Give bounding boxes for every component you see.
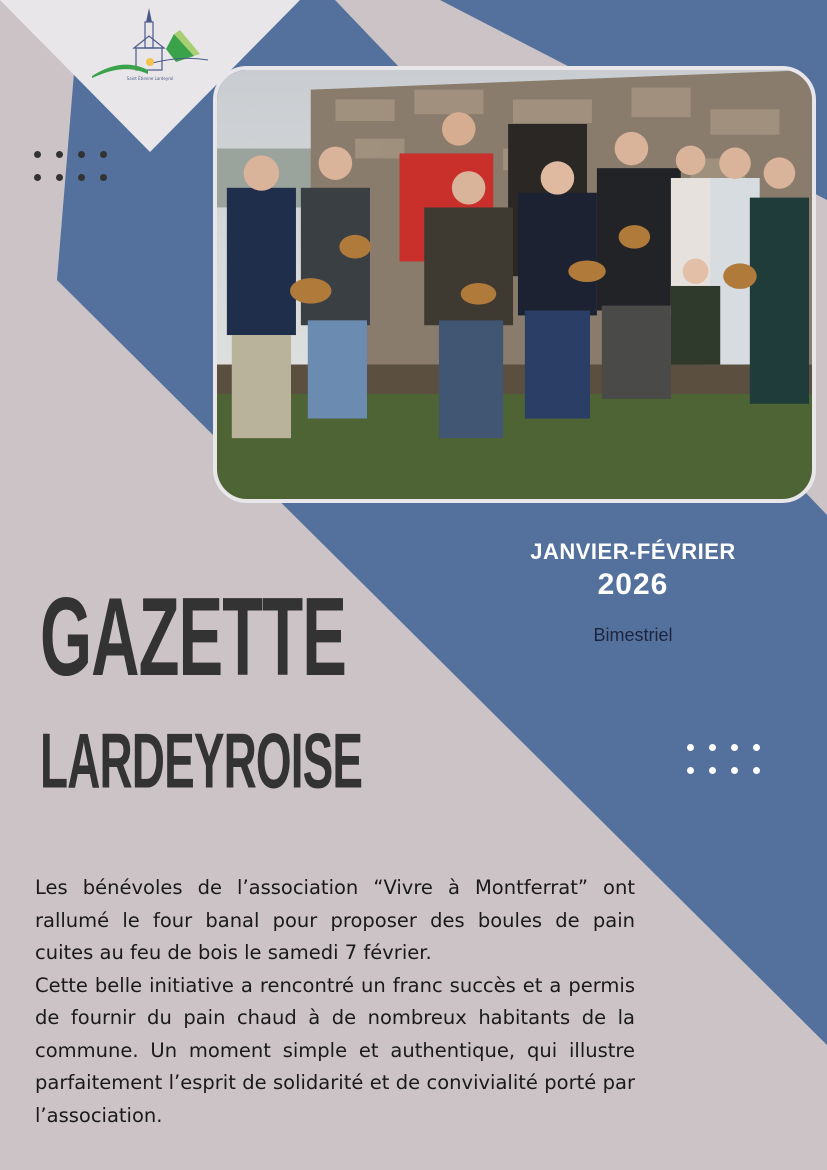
article-text <box>35 872 635 1132</box>
title-gazette: GAZETTE <box>40 575 346 700</box>
article-paragraph-2: Cette belle initiative a rencontré un franc succès et a permis de fournir du pain chaud à de nombreux habitants de la commune. Un moment simple et authentique, qui illustre parfaitement l’esprit de solidarité et de convivialité porté par l’association. <box>35 973 635 1127</box>
decorative-dots-light <box>687 744 761 774</box>
decorative-dots-dark <box>34 151 108 181</box>
cover-photo <box>213 66 816 503</box>
issue-frequency: Bimestriel <box>593 625 673 645</box>
logo-caption: Saint Étienne Lardeyrol <box>126 76 174 81</box>
article-paragraph-1: Les bénévoles de l’association “Vivre à Montferrat” ont rallumé le four banal pour proposer des boules de pain cuites au feu de bois le samedi 7 février. <box>35 876 635 964</box>
issue-period: JANVIER-FÉVRIER <box>530 539 736 564</box>
title-lardeyroise: LARDEYROISE <box>40 717 363 805</box>
village-logo <box>84 4 216 84</box>
issue-year: 2026 <box>597 568 669 601</box>
